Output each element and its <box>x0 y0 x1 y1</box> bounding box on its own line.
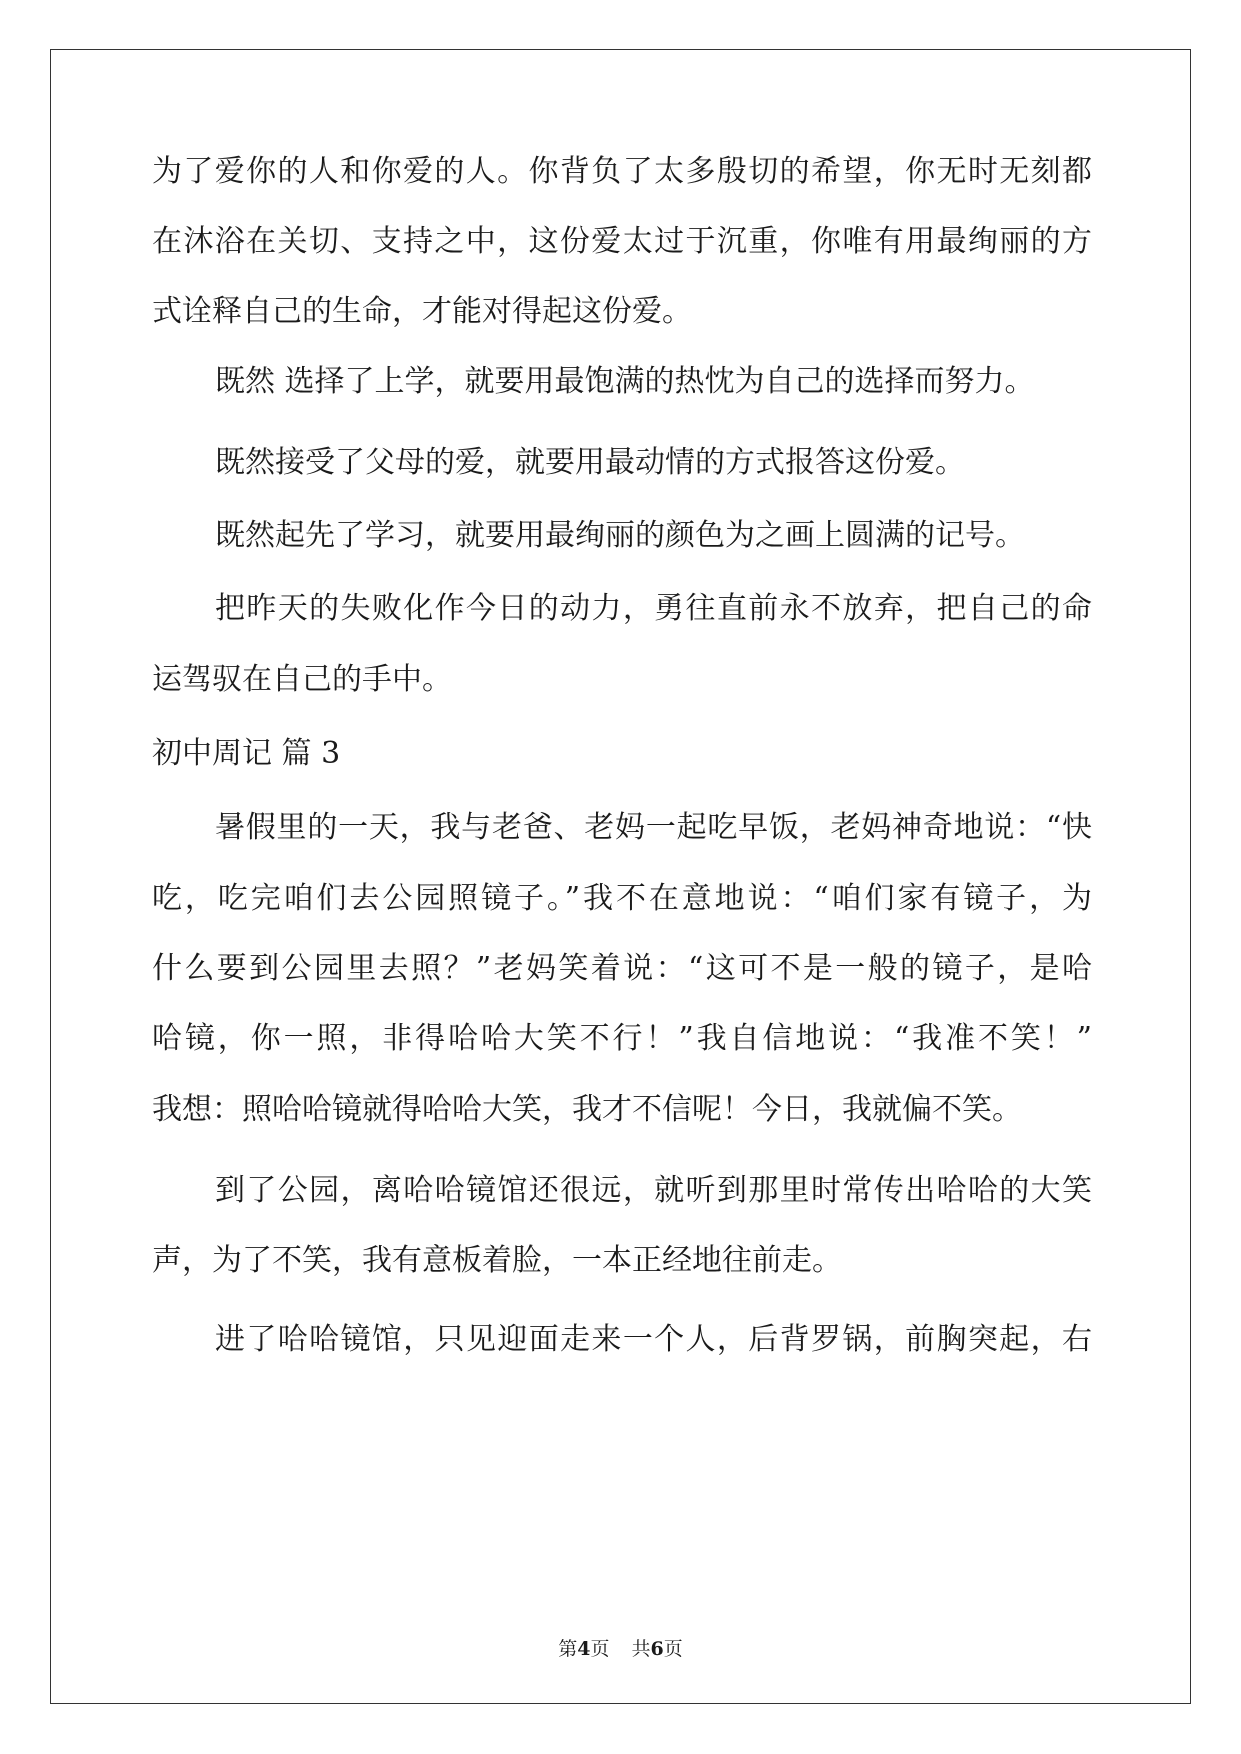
text-line: 我想：照哈哈镜就得哈哈大笑，我才不信呢！今日，我就偏不笑。 <box>152 1092 1022 1127</box>
total-pages-suffix: 页 <box>663 1638 683 1660</box>
text-line: 吃，吃完咱们去公园照镜子。”我不在意地说：“咱们家有镜子，为 <box>152 881 1092 916</box>
paragraph-line: 到了公园，离哈哈镜馆还很远，就听到那里时常传出哈哈的大笑 <box>215 1173 1092 1208</box>
paragraph-line: 暑假里的一天，我与老爸、老妈一起吃早饭，老妈神奇地说：“快 <box>215 810 1092 845</box>
text-line: 声，为了不笑，我有意板着脸，一本正经地往前走。 <box>152 1243 842 1278</box>
page-number-prefix: 第 <box>558 1638 578 1660</box>
text-line: 式诠释自己的生命，才能对得起这份爱。 <box>152 294 692 329</box>
text-line: 为了爱你的人和你爱的人。你背负了太多殷切的希望，你无时无刻都 <box>152 154 1092 189</box>
text-line: 在沐浴在关切、支持之中，这份爱太过于沉重，你唯有用最绚丽的方 <box>152 224 1092 259</box>
paragraph-line: 既然 选择了上学，就要用最饱满的热忱为自己的选择而努力。 <box>215 364 1035 399</box>
paragraph-line: 进了哈哈镜馆，只见迎面走来一个人，后背罗锅，前胸突起，右 <box>215 1322 1092 1357</box>
current-page-number: 4 <box>577 1638 591 1660</box>
paragraph-line: 把昨天的失败化作今日的动力，勇往直前永不放弃，把自己的命 <box>215 591 1092 626</box>
section-heading: 初中周记 篇 3 <box>152 736 341 771</box>
total-page-count: 6 <box>650 1638 664 1660</box>
text-line: 什么要到公园里去照？”老妈笑着说：“这可不是一般的镜子，是哈 <box>152 951 1092 986</box>
text-line: 运驾驭在自己的手中。 <box>152 662 452 697</box>
paragraph-line: 既然接受了父母的爱，就要用最动情的方式报答这份爱。 <box>215 445 965 480</box>
page-number-suffix: 页 <box>590 1638 610 1660</box>
page-footer <box>0 1637 1241 1661</box>
total-pages-prefix: 共 <box>631 1638 651 1660</box>
text-line: 哈镜，你一照，非得哈哈大笑不行！”我自信地说：“我准不笑！” <box>152 1021 1092 1056</box>
paragraph-line: 既然起先了学习，就要用最绚丽的颜色为之画上圆满的记号。 <box>215 518 1025 553</box>
